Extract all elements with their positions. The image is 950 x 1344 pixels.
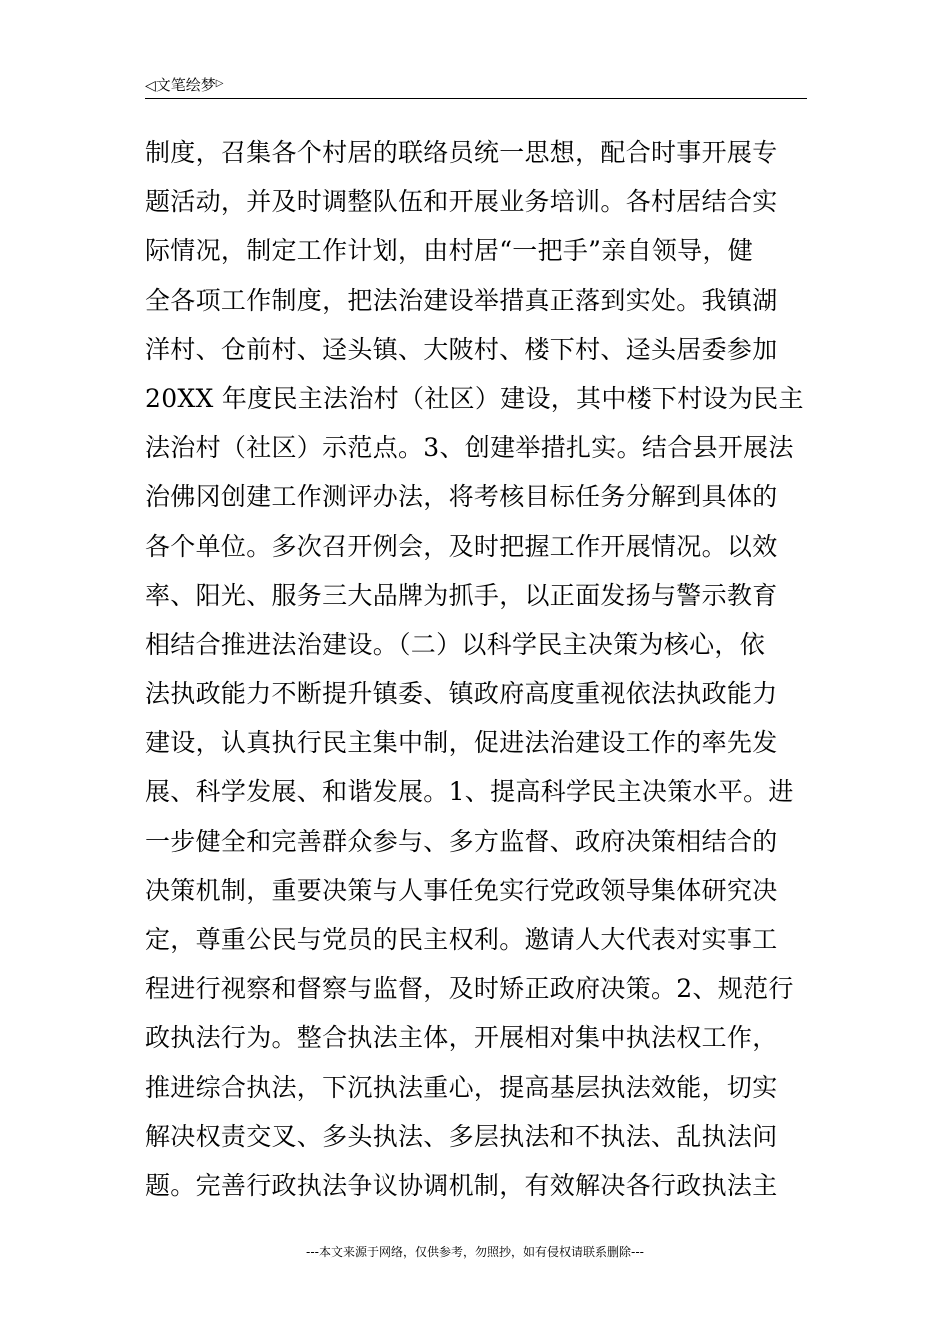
body-line: 各个单位。多次召开例会，及时把握工作开展情况。以效 — [145, 531, 778, 561]
body-line: 制度，召集各个村居的联络员统一思想，配合时事开展专 — [145, 138, 778, 167]
body-line: 洋村、仓前村、迳头镇、大陂村、楼下村、迳头居委参加 — [145, 334, 778, 364]
left-triangle-icon: ◁ — [145, 78, 156, 94]
body-line: 全各项工作制度，把法治建设举措真正落到实处。我镇湖 — [145, 285, 778, 315]
body-line: 治佛冈创建工作测评办法，将考核目标任务分解到具体的 — [145, 482, 778, 512]
body-line: 率、阳光、服务三大品牌为抓手，以正面发扬与警示教育 — [145, 580, 778, 610]
body-line: 法执政能力不断提升镇委、镇政府高度重视依法执政能力 — [145, 679, 778, 709]
body-line: 题。完善行政执法争议协调机制，有效解决各行政执法主 — [145, 1170, 778, 1200]
body-line: 法治村（社区）示范点。3、创建举措扎实。结合县开展法 — [145, 433, 794, 463]
header-title: 文笔绘梦 — [155, 76, 216, 94]
body-line: 程进行视察和督察与监督，及时矫正政府决策。2、规范行 — [145, 974, 794, 1004]
right-triangle-icon: ▷ — [215, 78, 224, 89]
body-line: 建设，认真执行民主集中制，促进法治建设工作的率先发 — [145, 728, 778, 758]
body-line: 决策机制，重要决策与人事任免实行党政领导集体研究决 — [145, 875, 778, 905]
body-line: 解决权责交叉、多头执法、多层执法和不执法、乱执法问 — [145, 1121, 778, 1151]
body-line: 政执法行为。整合执法主体，开展相对集中执法权工作， — [145, 1023, 778, 1053]
body-line: 际情况，制定工作计划，由村居“一把手”亲自领导，健 — [145, 236, 754, 266]
body-line: 定，尊重公民与党员的民主权利。邀请人大代表对实事工 — [145, 925, 778, 954]
document-body — [145, 128, 810, 1210]
body-line: 展、科学发展、和谐发展。1、提高科学民主决策水平。进 — [145, 777, 794, 807]
footer-disclaimer: ---本文来源于网络，仅供参考，勿照抄，如有侵权请联系删除--- — [306, 1245, 644, 1259]
body-line: 相结合推进法治建设。（二）以科学民主决策为核心，依 — [145, 629, 766, 659]
body-line: 20XX 年度民主法治村（社区）建设，其中楼下村设为民主 — [145, 383, 804, 413]
page-header — [145, 74, 807, 99]
body-line: 题活动，并及时调整队伍和开展业务培训。各村居结合实 — [145, 187, 778, 217]
header-brand — [145, 74, 224, 96]
body-line: 一步健全和完善群众参与、多方监督、政府决策相结合的 — [145, 826, 778, 856]
body-line: 推进综合执法，下沉执法重心，提高基层执法效能，切实 — [145, 1072, 778, 1102]
